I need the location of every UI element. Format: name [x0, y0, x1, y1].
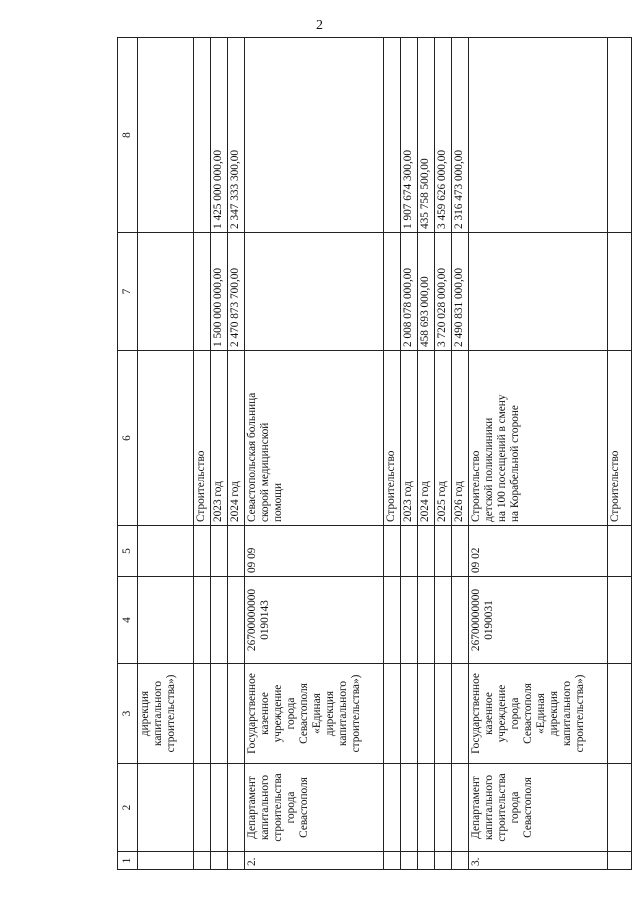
table-cell — [608, 664, 632, 764]
table-cell — [452, 577, 469, 664]
amount-cell: 2 490 831 000,00 — [452, 233, 469, 351]
amount-cell: 2 347 333 300,00 — [228, 38, 245, 233]
header-cell: 2 — [118, 764, 138, 852]
table-cell — [401, 526, 418, 577]
table-frame — [117, 38, 621, 870]
table-cell — [211, 764, 228, 852]
table-cell — [418, 577, 435, 664]
work-type-cell: Строительство — [608, 351, 632, 526]
table-cell — [384, 764, 401, 852]
amount-cell: 1 907 674 300,00 — [401, 38, 418, 233]
table-cell — [469, 233, 608, 351]
table-cell — [401, 577, 418, 664]
table-cell — [194, 526, 211, 577]
table-cell — [138, 526, 194, 577]
table-cell — [384, 526, 401, 577]
table-row — [418, 38, 435, 870]
table-cell — [608, 38, 632, 233]
table-cell — [245, 233, 384, 351]
table-cell — [452, 852, 469, 870]
table-cell — [418, 852, 435, 870]
row-number-cell: 2. — [245, 852, 384, 870]
table-cell — [384, 852, 401, 870]
table-cell — [194, 577, 211, 664]
table-cell — [608, 526, 632, 577]
page-number: 2 — [316, 18, 323, 33]
table-cell — [138, 764, 194, 852]
year-cell: 2026 год — [452, 351, 469, 526]
table-cell — [384, 577, 401, 664]
table-cell — [138, 351, 194, 526]
table-cell — [435, 526, 452, 577]
table-row — [194, 38, 211, 870]
table-cell — [211, 852, 228, 870]
table-cell — [228, 664, 245, 764]
amount-cell: 3 720 028 000,00 — [435, 233, 452, 351]
table-cell — [608, 233, 632, 351]
table-row — [608, 38, 632, 870]
table-cell — [194, 233, 211, 351]
object-name-cell: Севастопольская больница скорой медицинской помощи — [245, 351, 384, 526]
table-cell — [228, 526, 245, 577]
work-type-cell: Строительство — [194, 351, 211, 526]
table-cell — [418, 664, 435, 764]
table-cell — [211, 664, 228, 764]
table-cell — [418, 764, 435, 852]
header-cell: 5 — [118, 526, 138, 577]
table-cell — [138, 233, 194, 351]
table-cell — [384, 233, 401, 351]
work-type-cell: Строительство — [384, 351, 401, 526]
amount-cell: 2 008 078 000,00 — [401, 233, 418, 351]
table-cell — [384, 664, 401, 764]
table-row — [384, 38, 401, 870]
table-cell — [452, 664, 469, 764]
table-cell — [435, 764, 452, 852]
table-cell — [138, 577, 194, 664]
table-row — [435, 38, 452, 870]
rotated-table-wrapper — [117, 38, 621, 870]
header-row — [118, 38, 138, 870]
table-cell — [435, 852, 452, 870]
table-cell — [452, 526, 469, 577]
table-cell — [138, 38, 194, 233]
table-cell — [211, 577, 228, 664]
agency-cell: Государственное казенное учреждение города Севастополя «Единая дирекция капитального строительства») — [245, 664, 384, 764]
row-number-cell: 3. — [469, 852, 608, 870]
amount-cell: 1 425 000 000,00 — [211, 38, 228, 233]
table-cell — [245, 38, 384, 233]
table-cell — [401, 764, 418, 852]
department-cell: Департамент капитального строительства города Севастополя — [469, 764, 608, 852]
table-cell — [401, 664, 418, 764]
header-cell: 8 — [118, 38, 138, 233]
agency-cell: Государственное казенное учреждение города Севастополя «Единая дирекция капитального строительства») — [469, 664, 608, 764]
amount-cell: 458 693 000,00 — [418, 233, 435, 351]
code-cell: 26700000000 0190031 — [469, 577, 608, 664]
table-cell — [194, 38, 211, 233]
table-cell — [452, 764, 469, 852]
table-row — [245, 38, 384, 870]
table-row — [469, 38, 608, 870]
table-row — [401, 38, 418, 870]
header-cell: 7 — [118, 233, 138, 351]
header-cell: 1 — [118, 852, 138, 870]
table-row — [452, 38, 469, 870]
amount-cell: 2 316 473 000,00 — [452, 38, 469, 233]
table-cell — [384, 38, 401, 233]
table-cell — [435, 577, 452, 664]
year-cell: 2024 год — [418, 351, 435, 526]
table-cell — [228, 764, 245, 852]
table-row — [211, 38, 228, 870]
year-cell: 2023 год — [211, 351, 228, 526]
table-row — [138, 38, 194, 870]
table-cell — [608, 764, 632, 852]
object-name-cell: Строительство детской поликлиники на 100 посещений в смену на Корабельной стороне — [469, 351, 608, 526]
year-cell: 2025 год — [435, 351, 452, 526]
table-cell — [435, 664, 452, 764]
table-cell — [608, 577, 632, 664]
table-cell — [418, 526, 435, 577]
budget-table — [117, 37, 632, 870]
header-cell: 4 — [118, 577, 138, 664]
amount-cell: 2 470 873 700,00 — [228, 233, 245, 351]
year-cell: 2023 год — [401, 351, 418, 526]
table-cell — [194, 664, 211, 764]
table-cell — [228, 577, 245, 664]
table-cell — [194, 764, 211, 852]
agency-cell: дирекция капитального строительства») — [138, 664, 194, 764]
section-code-cell: 09 09 — [245, 526, 384, 577]
header-cell: 3 — [118, 664, 138, 764]
table-cell — [228, 852, 245, 870]
department-cell: Департамент капитального строительства города Севастополя — [245, 764, 384, 852]
table-cell — [608, 852, 632, 870]
table-cell — [401, 852, 418, 870]
table-cell — [211, 526, 228, 577]
amount-cell: 3 459 626 000,00 — [435, 38, 452, 233]
amount-cell: 1 500 000 000,00 — [211, 233, 228, 351]
year-cell: 2024 год — [228, 351, 245, 526]
table-row — [228, 38, 245, 870]
header-cell: 6 — [118, 351, 138, 526]
table-cell — [469, 38, 608, 233]
table-cell — [194, 852, 211, 870]
code-cell: 26700000000 0190143 — [245, 577, 384, 664]
section-code-cell: 09 02 — [469, 526, 608, 577]
table-cell — [138, 852, 194, 870]
amount-cell: 435 758 500,00 — [418, 38, 435, 233]
